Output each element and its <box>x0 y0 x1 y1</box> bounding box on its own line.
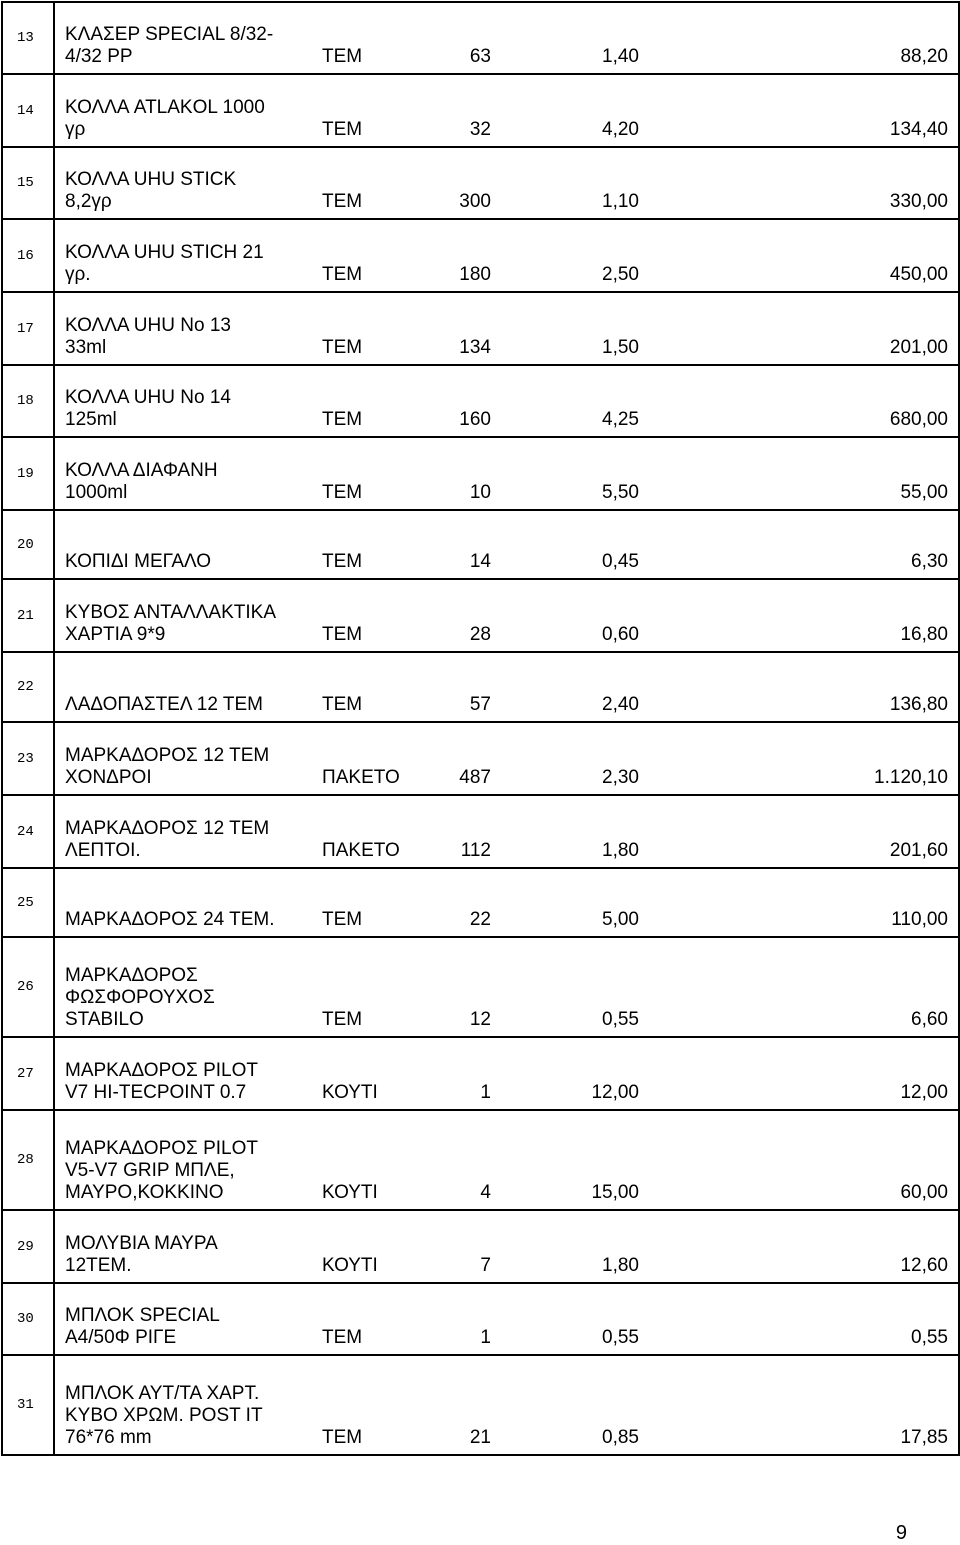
row-number: 17 <box>2 292 54 365</box>
table-row <box>2 1355 959 1455</box>
item-description-line: 125ml <box>65 409 117 430</box>
item-description <box>54 437 322 510</box>
item-unit-price: 1,40 <box>511 2 661 74</box>
item-description <box>54 292 322 365</box>
item-total: 6,60 <box>661 937 959 1037</box>
item-description-line: ΚΟΛΛΑ ΔΙΑΦΑΝΗ <box>65 460 218 481</box>
item-unit: ΤΕΜ <box>322 937 416 1037</box>
item-unit-price: 0,55 <box>511 937 661 1037</box>
item-description <box>54 1210 322 1283</box>
item-description-line: ΜΑΡΚΑΔΟΡΟΣ 12 ΤΕΜ <box>65 745 270 766</box>
item-description-line: ΦΩΣΦΟΡΟΥΧΟΣ <box>65 987 215 1008</box>
item-quantity: 10 <box>416 437 511 510</box>
table-row <box>2 722 959 795</box>
item-description <box>54 868 322 937</box>
table-row <box>2 147 959 219</box>
table-row <box>2 1283 959 1355</box>
item-description-line: ΚΟΛΛΑ UHU STICH 21 <box>65 242 264 263</box>
row-number: 23 <box>2 722 54 795</box>
item-description-line: A4/50Φ ΡΙΓΕ <box>65 1327 177 1348</box>
item-unit-price: 4,25 <box>511 365 661 437</box>
item-description <box>54 937 322 1037</box>
item-quantity: 300 <box>416 147 511 219</box>
item-description-line: ΚΟΛΛΑ ATLAKOL 1000 <box>65 97 265 118</box>
item-description <box>54 510 322 579</box>
item-unit-price: 5,50 <box>511 437 661 510</box>
item-quantity: 21 <box>416 1355 511 1455</box>
item-quantity: 180 <box>416 219 511 292</box>
item-description-line: ΜΠΛΟΚ SPECIAL <box>65 1305 220 1326</box>
item-unit-price: 5,00 <box>511 868 661 937</box>
item-unit: ΤΕΜ <box>322 365 416 437</box>
row-number: 22 <box>2 652 54 722</box>
table-row <box>2 219 959 292</box>
item-total: 55,00 <box>661 437 959 510</box>
item-quantity: 1 <box>416 1283 511 1355</box>
table-row <box>2 437 959 510</box>
row-number: 29 <box>2 1210 54 1283</box>
table-row <box>2 365 959 437</box>
item-unit: ΤΕΜ <box>322 147 416 219</box>
row-number: 31 <box>2 1355 54 1455</box>
item-quantity: 1 <box>416 1037 511 1110</box>
item-total: 12,60 <box>661 1210 959 1283</box>
row-number: 18 <box>2 365 54 437</box>
item-unit: ΚΟΥΤΙ <box>322 1210 416 1283</box>
item-total: 330,00 <box>661 147 959 219</box>
item-description <box>54 1037 322 1110</box>
item-description-line: ΚΟΛΛΑ UHU No 14 <box>65 387 231 408</box>
item-quantity: 160 <box>416 365 511 437</box>
item-unit-price: 15,00 <box>511 1110 661 1210</box>
table-row <box>2 292 959 365</box>
item-description <box>54 2 322 74</box>
table-row <box>2 510 959 579</box>
item-quantity: 134 <box>416 292 511 365</box>
table-row <box>2 1037 959 1110</box>
item-description <box>54 652 322 722</box>
item-total: 136,80 <box>661 652 959 722</box>
item-unit: ΤΕΜ <box>322 292 416 365</box>
item-description <box>54 1283 322 1355</box>
item-quantity: 63 <box>416 2 511 74</box>
item-unit-price: 2,50 <box>511 219 661 292</box>
item-total: 16,80 <box>661 579 959 652</box>
row-number: 21 <box>2 579 54 652</box>
item-description-line: ΚΥΒΟΣ ΑΝΤΑΛΛΑΚΤΙΚΑ <box>65 602 276 623</box>
item-total: 201,00 <box>661 292 959 365</box>
item-description-line: ΚΟΛΛΑ UHU STICK <box>65 169 237 190</box>
item-unit: ΤΕΜ <box>322 2 416 74</box>
item-quantity: 22 <box>416 868 511 937</box>
item-description-line: ΜΑΡΚΑΔΟΡΟΣ PILOT <box>65 1060 258 1081</box>
item-description-line: ΜΑΥΡΟ,ΚΟΚΚΙΝΟ <box>65 1182 224 1203</box>
item-unit: ΤΕΜ <box>322 652 416 722</box>
item-description-line: ΚΟΠΙΔΙ ΜΕΓΑΛΟ <box>65 551 212 572</box>
item-unit-price: 2,30 <box>511 722 661 795</box>
item-description-line: ΜΑΡΚΑΔΟΡΟΣ 12 ΤΕΜ <box>65 818 270 839</box>
row-number: 16 <box>2 219 54 292</box>
item-description-line: ΛΕΠΤΟΙ. <box>65 840 141 861</box>
item-description-line: γρ. <box>65 264 91 285</box>
item-description-line: ΚΟΛΛΑ UHU No 13 <box>65 315 231 336</box>
item-total: 17,85 <box>661 1355 959 1455</box>
item-description-line: ΚΛΑΣΕΡ SPECIAL 8/32- <box>65 24 274 45</box>
item-unit-price: 1,50 <box>511 292 661 365</box>
row-number: 14 <box>2 74 54 147</box>
item-description-line: 8,2γρ <box>65 191 112 212</box>
item-description-line: ΜΑΡΚΑΔΟΡΟΣ <box>65 965 198 986</box>
row-number: 28 <box>2 1110 54 1210</box>
item-total: 6,30 <box>661 510 959 579</box>
table-row <box>2 2 959 74</box>
item-description-line: 76*76 mm <box>65 1427 152 1448</box>
item-total: 201,60 <box>661 795 959 868</box>
item-unit-price: 1,80 <box>511 795 661 868</box>
items-table <box>1 1 960 1456</box>
item-total: 12,00 <box>661 1037 959 1110</box>
item-quantity: 487 <box>416 722 511 795</box>
row-number: 19 <box>2 437 54 510</box>
item-unit: ΤΕΜ <box>322 1283 416 1355</box>
table-row <box>2 868 959 937</box>
item-description-line: V5-V7 GRIP ΜΠΛΕ, <box>65 1160 235 1181</box>
item-total: 1.120,10 <box>661 722 959 795</box>
item-description <box>54 365 322 437</box>
items-table-body <box>2 2 959 1455</box>
row-number: 20 <box>2 510 54 579</box>
table-row <box>2 937 959 1037</box>
item-unit: ΤΕΜ <box>322 510 416 579</box>
item-quantity: 7 <box>416 1210 511 1283</box>
row-number: 26 <box>2 937 54 1037</box>
item-total: 680,00 <box>661 365 959 437</box>
item-unit: ΤΕΜ <box>322 437 416 510</box>
item-description-line: 4/32 PP <box>65 46 133 67</box>
item-quantity: 112 <box>416 795 511 868</box>
item-total: 134,40 <box>661 74 959 147</box>
row-number: 25 <box>2 868 54 937</box>
item-description-line: γρ <box>65 119 86 140</box>
item-description-line: ΧΟΝΔΡΟΙ <box>65 767 152 788</box>
item-unit-price: 0,45 <box>511 510 661 579</box>
item-description-line: ΜΠΛΟΚ ΑΥΤ/ΤΑ ΧΑΡΤ. <box>65 1383 260 1404</box>
item-total: 110,00 <box>661 868 959 937</box>
item-unit-price: 0,60 <box>511 579 661 652</box>
item-description-line: ΜΑΡΚΑΔΟΡΟΣ 24 ΤΕΜ. <box>65 909 275 930</box>
item-quantity: 12 <box>416 937 511 1037</box>
item-unit-price: 1,80 <box>511 1210 661 1283</box>
item-unit: ΠΑΚΕΤΟ <box>322 795 416 868</box>
item-description <box>54 219 322 292</box>
table-row <box>2 795 959 868</box>
item-unit: ΠΑΚΕΤΟ <box>322 722 416 795</box>
item-unit-price: 12,00 <box>511 1037 661 1110</box>
item-description-line: ΜΟΛΥΒΙΑ ΜΑΥΡΑ <box>65 1233 218 1254</box>
item-unit: ΤΕΜ <box>322 868 416 937</box>
item-total: 0,55 <box>661 1283 959 1355</box>
table-row <box>2 1210 959 1283</box>
row-number: 24 <box>2 795 54 868</box>
row-number: 27 <box>2 1037 54 1110</box>
item-description <box>54 147 322 219</box>
item-quantity: 32 <box>416 74 511 147</box>
item-description-line: V7 HI-TECPOINT 0.7 <box>65 1082 247 1103</box>
item-unit-price: 2,40 <box>511 652 661 722</box>
item-total: 88,20 <box>661 2 959 74</box>
item-unit-price: 4,20 <box>511 74 661 147</box>
page-number: 9 <box>895 1522 907 1544</box>
item-unit-price: 1,10 <box>511 147 661 219</box>
item-quantity: 14 <box>416 510 511 579</box>
row-number: 15 <box>2 147 54 219</box>
item-unit: ΤΕΜ <box>322 579 416 652</box>
item-description <box>54 1355 322 1455</box>
item-unit-price: 0,85 <box>511 1355 661 1455</box>
table-row <box>2 579 959 652</box>
item-unit: ΤΕΜ <box>322 1355 416 1455</box>
item-description <box>54 579 322 652</box>
item-description-line: 12ΤΕΜ. <box>65 1255 132 1276</box>
item-description <box>54 74 322 147</box>
item-quantity: 4 <box>416 1110 511 1210</box>
item-description-line: 33ml <box>65 337 107 358</box>
item-description-line: ΧΑΡΤΙΑ 9*9 <box>65 624 166 645</box>
item-total: 60,00 <box>661 1110 959 1210</box>
item-description-line: ΚΥΒΟ ΧΡΩΜ. POST IT <box>65 1405 263 1426</box>
item-description-line: STABILO <box>65 1009 144 1030</box>
item-description <box>54 1110 322 1210</box>
item-unit: ΚΟΥΤΙ <box>322 1110 416 1210</box>
item-quantity: 57 <box>416 652 511 722</box>
item-description <box>54 795 322 868</box>
item-quantity: 28 <box>416 579 511 652</box>
item-description-line: 1000ml <box>65 482 128 503</box>
item-description-line: ΛΑΔΟΠΑΣΤΕΛ 12 ΤΕΜ <box>65 694 263 715</box>
item-description-line: ΜΑΡΚΑΔΟΡΟΣ PILOT <box>65 1138 258 1159</box>
item-total: 450,00 <box>661 219 959 292</box>
table-row <box>2 652 959 722</box>
item-description <box>54 722 322 795</box>
table-row <box>2 74 959 147</box>
row-number: 13 <box>2 2 54 74</box>
item-unit: ΤΕΜ <box>322 74 416 147</box>
item-unit: ΚΟΥΤΙ <box>322 1037 416 1110</box>
item-unit: ΤΕΜ <box>322 219 416 292</box>
item-unit-price: 0,55 <box>511 1283 661 1355</box>
row-number: 30 <box>2 1283 54 1355</box>
table-row <box>2 1110 959 1210</box>
